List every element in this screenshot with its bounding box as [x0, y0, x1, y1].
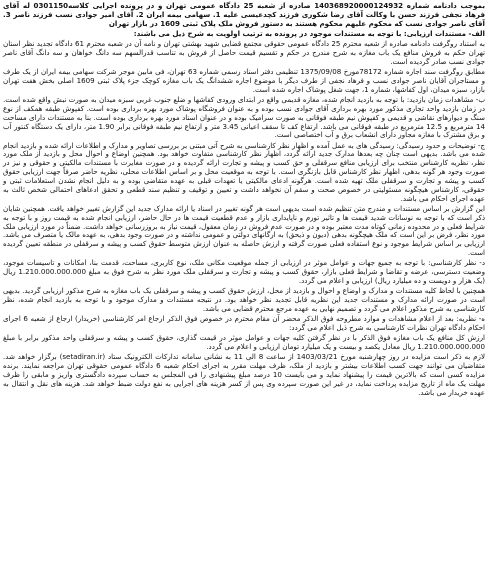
report-basis-paragraph: این گزارش بر اساس مستندات و مندرج متن تنظیم شده است بدیهی است هر گونه تغییر در اسناد یا ارائه مدارک جدید این گزارش تغییر خواهد یافت. همچنین شایان ذکر است که با توجه به نوسانات شدید قیمت ها و تاثیر تورم و ناپایداری بازار و عدم قطعیت قیمت ها در حال حاضر، ارزیابی انجام شده به قیمت روز و با توجه به شرایط فعلی و در محدوده زمانی کوتاه مدت معتبر بوده و در صورت عدم فروش در زمان معقول، قیمت نیاز به بروزرسانی خواهد داشت. ضمناً در مورد ارزیابی ملک مورد نظر، فرض بر این است که ملک هیچگونه بدهی (دیون و ذیحق) به ارگانهای دولتی و عمومی نداشته و در صورت وجود بدهی، به عهده مالک یا متصرف می باشد. ارزیابی بر اساس شرایط موجود و نوع استفاده فعلی صورت گرفته و ارزش حاصله به عنوان ارزش متوسط حقوق کسب و پیشه و سرقفلی در منطقه تعیین گردیده است.: [3, 203, 485, 258]
opinion-heading-paragraph: ه- نظریه: بعد از اعلام مشاهدات و موارد مطروحه فوق الذکر محضر آن مقام محترم در خصوص فوق الذکر ارجاع امر کارشناسی (خریدار) ارجاع از شعبه 6 اجرای احکام دادگاه تهران نظرات کارشناسی به شرح ذیل اعلام می گردد:: [3, 314, 485, 333]
auction-terms-paragraph: لازم به ذکر است مزایده در روز چهارشنبه مورخ 1403/03/21 از ساعت 8 الی 11 به نشانی سامانه تدارکات الکترونیک ستاد (setadiran.ir) برگزار خواهد شد. متقاضیان می توانند جهت کسب اطلاعات بیشتر و بازدید از ملک، ظرف مهلت مقرر به اجرای احکام شعبه 6 دادگاه عمومی حقوقی تهران مراجعه نمایند. برنده مزایده کسی است که بالاترین قیمت را پیشنهاد نماید و می بایست 10 درصد مبلغ پیشنهادی را فی المجلس به حساب سپرده دادگستری واریز و مابقی را ظرف مهلت یک ماه از تاریخ مزایده پرداخت نماید، در غیر این صورت سپرده وی پس از کسر هزینه های اجرایی به نفع دولت ضبط خواهد شد. هزینه های نقل و انتقال به عهده خریدار می باشد.: [3, 352, 486, 397]
total-value-paragraph: ارزش کل منافع یک باب مغازه فوق الذکر با در نظر گرفتن کلیه جهات و عوامل موثر در قیمت گذاری، حقوق کسب و پیشه و سرقفلی واحد مذکور برابر با مبلغ 1.210.000.000.000 ریال معادل یکصد و بیست و یک میلیارد تومان ارزیابی و اعلام می گردد.: [3, 333, 485, 352]
valuation-note-paragraph: همچنین با لحاظ کلیه مستندات و مدارک و اوضاع و احوال و بازدید از محل، ارزش حقوق کسب و پیشه و سرقفلی یک باب مغازه به شرح مذکور ارزیابی گردید. بدیهی است در صورت ارائه مدارک و مستندات جدید این نظریه قابل تجدید نظر خواهد بود. در نتیجه مستندات و مدارک موجود و با توجه به بازدید انجام شده، نظر کارشناسی به شرح مذکور اعلام می گردد و تصمیم نهایی به عهده مرجع محترم قضایی می باشد.: [3, 286, 485, 313]
evaluation-documents-heading: الف- مستندات ارزیابی: با توجه به مستندات موجود در پرونده به ترتیب اولویت به شرح ذیل می باشند:: [133, 28, 485, 38]
expert-opinion-paragraph: د- نظر کارشناسی: با توجه به جمیع جهات و عوامل موثر در ارزیابی از جمله موقعیت مکانی ملک، نوع کاربری، مساحت، قدمت بنا، امکانات و تاسیسات موجود، وضعیت دسترسی، عرضه و تقاضا و شرایط فعلی بازار، حقوق کسب و پیشه و تجارت و سرقفلی ملک مورد نظر به شرح فوق به مبلغ 1.210.000.000.000 ریال (یک هزار و دویست و ده میلیارد ریال) ارزیابی و اعلام می گردد.: [3, 258, 485, 286]
site-visit-observations-paragraph: ب- مشاهدات زمان بازدید: با توجه به بازدید انجام شده، مغازه قدیمی واقع در ابتدای ورودی کفاشها و ضلع جنوب غربی سبزه میدان به صورت نبش واقع شده است. در زمان بازدید واحد تجاری مذکور مورد بهره برداری آقای جوادی نسب بوده و به عنوان فروشگاه پوشاک مورد بهره برداری بوده است. کفپوش طبقه همکف از نوع سنگ و دیوارهای نقاشی و قدیمی و کفپوش نیم طبقه فوقانی به صورت سرامیک بوده و در عنوان اسناد مورد بهره برداری بوده است. بنا به مستندات دارای مساحت 14 مترمربع و 12.5 مترمربع در طبقه فوقانی می باشد. ارتفاع کف تا سقف اعیانی 3.45 متر و ارتفاع نیم طبقه فوقانی برابر 1.90 متر، دارای یک دستگاه کنتور آب و برق مشترک با مغازه مجاور دارای انشعاب برق و آب اختصاصی است.: [3, 95, 485, 140]
scope-and-explanations-paragraph: ج- توضیحات و حدود رسیدگی: رسیدگی های به عمل آمده و اظهار نظر کارشناسی به شرح آتی مبتنی بر بررسی تصاویر و مدارک و اطلاعات ارائه شده و بازدید انجام شده می باشد. بدیهی است چنان چه بعدها مدارک جدید ارائه گردد، اظهار نظر کارشناسی متفاوت خواهد بود. همچنین اوضاع و احوال محل و بازدید از ملک مورد نظر، نظریه کارشناس منتخب برای ارزیابی منافع سرقفلی و حق کسب و پیشه و تجارت ارائه گردیده و در صورت مغایرت با مستندات مالکیتی و حقوقی و نیز در صورت وجود هر گونه بدهی، اظهار نظر کارشناس قابل بازنگری است. با توجه به موقعیت محل و بر اساس اطلاعات محلی، نظریه حاضر صرفاً جهت ارزیابی حقوق کسب و پیشه و تجارت و سرقفلی ملک تهیه شده است. هرگونه ادعای مالکیتی یا تعهدات قبلی به عهده متقاضی بوده و به دلیل انجام نشدن استعلامات ثبتی و حقوقی، کارشناس هیچگونه مسئولیتی در خصوص صحت و سقم آن نخواهد داشت و تعیین و توقیف و تنظیم سند قطعی و تحقق ادعاهای احتمالی شخص ثالث به عهده اجرای احکام می باشد.: [3, 140, 485, 203]
case-summary-paragraph: بموجب دادنامه شماره 140368920000124932 صادره از شعبه 25 دادگاه عمومی تهران و در پرونده اجرایی کلاسه0301150 له آقای فرهاد نجفی فرزند حسن با وکالت آقای رضا شکوری فرزند کچدعیسی علیه 1. سهامی بیمه ایران 2. آقای امیر جوادی نسب فرزند ناصر 3. آقای ناصر جوادی نسب که محکوم علیهم محکوم هستند به دستور فروش ملک پلاک ثبتی 1609 در بازار تهران: [3, 1, 485, 28]
lease-deed-paragraph: مطابق روگرفت سند اجاره شماره 78172مورخ 1375/09/08 تنظیمی دفتر اسناد رسمی شماره 63 تهران، فی مابین موجر شرکت سهامی بیمه ایران از یک طرف و مستاجران آقایان ناصر جوادی نسب و فرهاد نجفی از طرف دیگر با موضوع اجاره ششدانگ یک باب مغازه کوچک جزء پلاک ثبتی 1609 اصلی بخش هفت تهران بازار، سبزه میدان، اول کفاشها، شماره 1، جهت شغل پوشاک اجاره شده است.: [3, 67, 486, 94]
verdict-paragraph: به استناد روگرفت دادنامه صادره از شعبه محترم 25 دادگاه عمومی حقوقی مجتمع قضایی شهید بهشتی تهران و نامه آن در شعبه محترم 61 دادگاه تجدید نظر استان تهران حکم به فروش منافع یک باب مغازه به شرح مندرج در حکم و تقسیم قیمت حاصل از فروش به تناسب قدرالسهم سه دانگ خواهان و سه دانگ آقای ناصر جوادی نسب صادر گردیده است.: [3, 39, 485, 66]
